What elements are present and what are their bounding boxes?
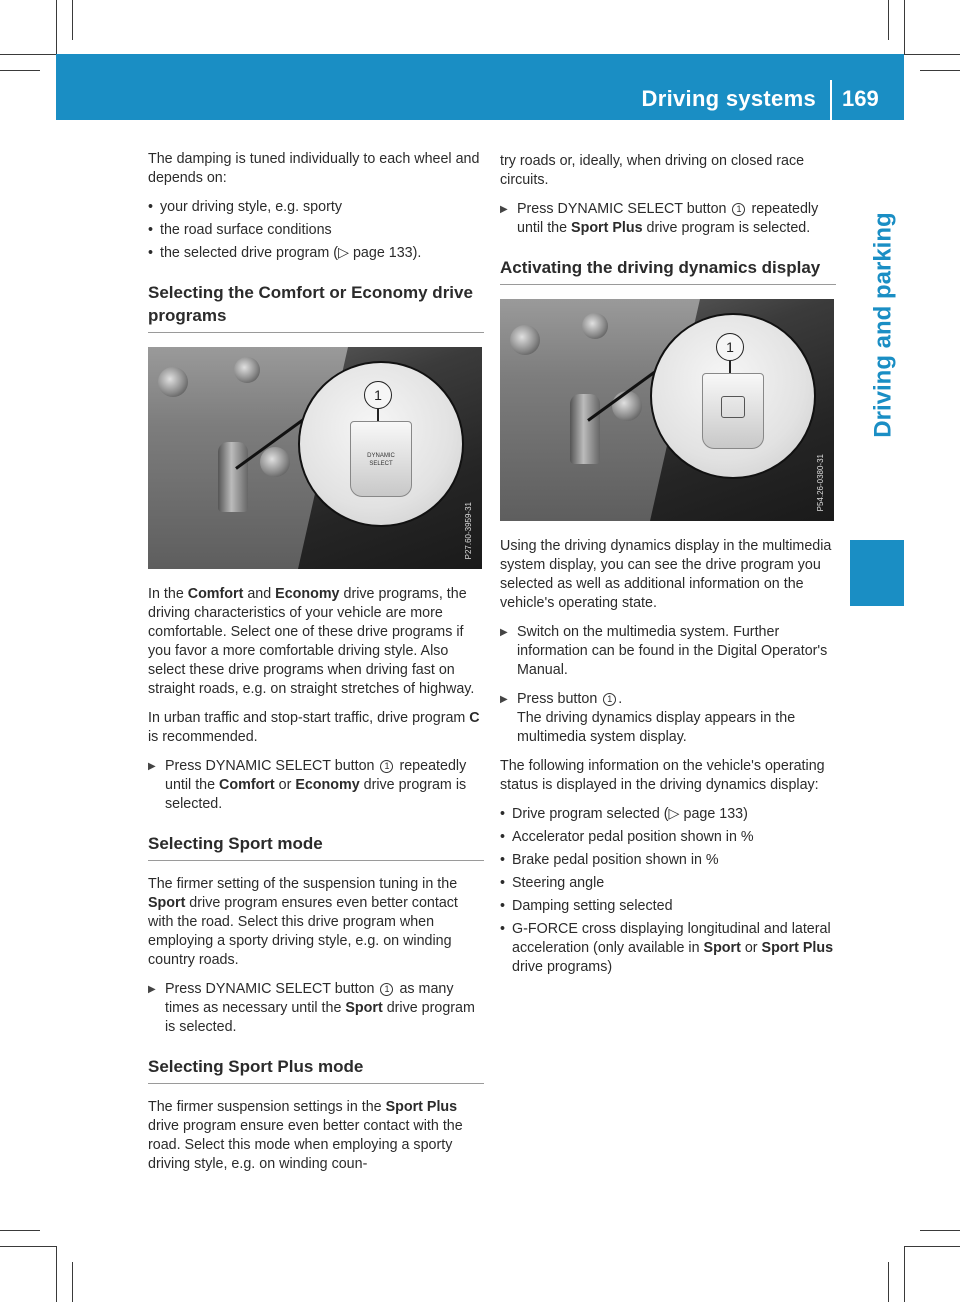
- crop-mark: [904, 54, 960, 55]
- controller-knob: [612, 391, 642, 421]
- controller-knob: [260, 447, 290, 477]
- zoom-detail: [298, 361, 464, 527]
- callout-icon: 1: [380, 983, 393, 996]
- crop-mark: [72, 0, 73, 40]
- crop-mark: [920, 70, 960, 71]
- button-label-line: DYNAMIC: [367, 453, 395, 459]
- list-item: • Damping setting selected: [500, 897, 836, 916]
- chapter-title: Driving and parking: [870, 212, 897, 438]
- crop-mark: [888, 0, 889, 40]
- gear-selector: [218, 442, 248, 512]
- instruction-step: ▶ Press DYNAMIC SELECT button 1 as many times as necessary until the Sport drive program is selected.: [148, 980, 484, 1037]
- list-item: • Steering angle: [500, 874, 836, 893]
- car-icon: [721, 396, 745, 418]
- button-label: [351, 452, 411, 468]
- instruction-step: ▶ Press DYNAMIC SELECT button 1 repeatedly until the Sport Plus drive program is selected.: [500, 200, 836, 238]
- page-number: 169: [842, 86, 879, 111]
- figure-reference: P54.26-0380-31: [816, 453, 825, 511]
- callout-icon: 1: [732, 203, 745, 216]
- comfort-urban-paragraph: In urban traffic and stop-start traffic, drive program C is recommended.: [148, 710, 480, 745]
- crop-mark: [888, 1262, 889, 1302]
- callout-number: 1: [364, 381, 392, 409]
- crop-mark: [0, 54, 56, 55]
- crop-mark: [56, 0, 57, 54]
- zoom-detail: [650, 313, 816, 479]
- crop-mark: [920, 1230, 960, 1231]
- gear-selector: [570, 394, 600, 464]
- list-item: • Accelerator pedal position shown in %: [500, 828, 836, 847]
- list-item: • Drive program selected (▷ page 133): [500, 805, 836, 824]
- crop-mark: [904, 0, 905, 54]
- dynamic-select-button: [350, 421, 412, 497]
- crop-mark: [904, 1246, 905, 1302]
- left-column: [148, 150, 484, 1184]
- list-item: • G-FORCE cross displaying longitudinal and lateral acceleration (only available in Sport or Sport Plus drive programs): [500, 920, 836, 977]
- crop-mark: [0, 1230, 40, 1231]
- display-paragraph: Using the driving dynamics display in the multimedia system display, you can see the drive program you selected as well as additional information on the vehicle's operating state.: [500, 538, 832, 611]
- climate-knob: [158, 367, 188, 397]
- continued-paragraph: try roads or, ideally, when driving on closed race circuits.: [500, 153, 805, 188]
- intro-paragraph: The damping is tuned individually to each wheel and depends on:: [148, 151, 480, 186]
- header-divider: [830, 80, 832, 120]
- section-heading-comfort: Selecting the Comfort or Economy drive programs: [148, 281, 484, 333]
- figure-dynamic-select: [148, 347, 482, 569]
- instruction-step: ▶ Press DYNAMIC SELECT button 1 repeatedly until the Comfort or Economy drive program is selected.: [148, 757, 484, 814]
- info-intro-paragraph: The following information on the vehicle's operating status is displayed in the driving dynamics display:: [500, 758, 825, 793]
- list-item: • the selected drive program (▷ page 133).: [148, 244, 484, 263]
- list-item: • Brake pedal position shown in %: [500, 851, 836, 870]
- climate-knob: [582, 313, 608, 339]
- button-label-line: SELECT: [369, 461, 393, 467]
- crop-mark: [0, 70, 40, 71]
- list-item: • your driving style, e.g. sporty: [148, 198, 484, 217]
- sport-plus-paragraph: The firmer suspension settings in the Sport Plus drive program ensure even better contact with the road. Select this mode when employing a sporty driving style, e.g. on winding coun-: [148, 1099, 463, 1172]
- page-header-title: Driving systems: [641, 86, 816, 111]
- crop-mark: [904, 1246, 960, 1247]
- climate-knob: [234, 357, 260, 383]
- right-column: [500, 152, 836, 981]
- crop-mark: [72, 1262, 73, 1302]
- crop-mark: [0, 1246, 56, 1247]
- list-item: • the road surface conditions: [148, 221, 484, 240]
- instruction-step: ▶ Press button 1 . The driving dynamics display appears in the multimedia system display.: [500, 690, 836, 747]
- instruction-step: ▶ Switch on the multimedia system. Further information can be found in the Digital Operator's Manual.: [500, 623, 836, 680]
- figure-display-button: [500, 299, 834, 521]
- figure-reference: P27.60-3959-31: [464, 501, 473, 559]
- sport-paragraph: The firmer setting of the suspension tuning in the Sport drive program ensures even better contact with the road. Select this drive program when employing a sporty driving style, e.g. on winding country roads.: [148, 876, 458, 968]
- section-heading-display: Activating the driving dynamics display: [500, 256, 836, 285]
- section-heading-sport-plus: Selecting Sport Plus mode: [148, 1055, 484, 1084]
- callout-icon: 1: [380, 760, 393, 773]
- crop-mark: [56, 1246, 57, 1302]
- climate-knob: [510, 325, 540, 355]
- callout-number: 1: [716, 333, 744, 361]
- section-heading-sport: Selecting Sport mode: [148, 832, 484, 861]
- callout-icon: 1: [603, 693, 616, 706]
- driving-dynamics-button: [702, 373, 764, 449]
- comfort-paragraph: In the Comfort and Economy drive programs, the driving characteristics of your vehicle are more comfortable. Select one of these drive programs if you favor a more comfortable driving style. Also select these drive programs when driving fast on straight roads, e.g. on straight stretches of highway.: [148, 586, 475, 697]
- chapter-tab: [850, 540, 904, 606]
- chapter-side-label: [864, 120, 904, 530]
